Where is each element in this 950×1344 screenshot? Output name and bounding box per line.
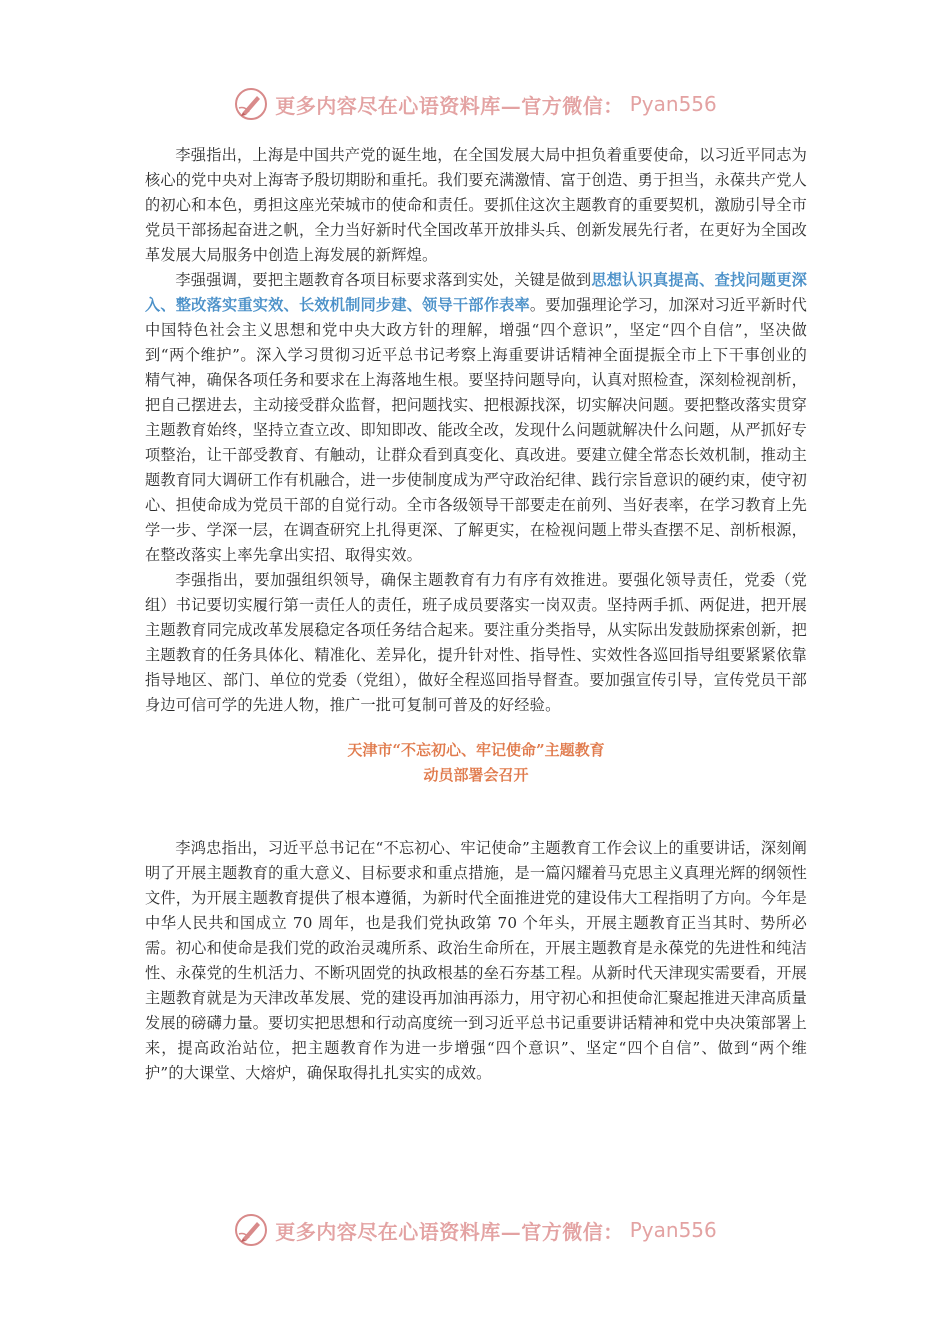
section-heading-line-2: 动员部署会召开 xyxy=(423,766,529,784)
watermark-text: 更多内容尽在心语资料库—官方微信： xyxy=(275,1219,624,1244)
paragraph-2-rest: 。要加强理论学习，加深对习近平新时代中国特色社会主义思想和党中央大政方针的理解，增强“四个意识”，坚定“四个自信”，坚决做到“两个维护”。深入学习贯彻习近平总书记考察上海重要讲话精神全面提振全市上下干事创业的精气神，确保各项任务和要求在上海落地生根。要坚持问题导向，认真对照检查，深刻检视剖析，把自己摆进去，主动接受群众监督，把问题找实、把根源找深，切实解决问题。要把整改落实贯穿主题教育始终，坚持立查立改、即知即改、能改全改，发现什么问题就解决什么问题，从严抓好专项整治，让干部受教育、有触动，让群众看到真变化、真改进。要建立健全常态长效机制，推动主题教育同大调研工作有机融合，进一步使制度成为严守政治纪律、践行宗旨意识的硬约束，使守初心、担使命成为党员干部的自觉行动。全市各级领导干部要走在前列、当好表率，在学习教育上先学一步、学深一层，在调查研究上扎得更深、了解更实，在检视问题上带头查摆不足、剖析根源，在整改落实上率先拿出实招、取得实效。 xyxy=(145,296,807,564)
watermark-id: Pyan556 xyxy=(629,92,717,116)
paragraph-3: 李强指出，要加强组织领导，确保主题教育有力有序有效推进。要强化领导责任，党委（党组）书记要切实履行第一责任人的责任，班子成员要落实一岗双责。坚持两手抓、两促进，把开展主题教育同完成改革发展稳定各项任务结合起来。要注重分类指导，从实际出发鼓励探索创新，把主题教育的任务具体化、精准化、差异化，提升针对性、指导性、实效性各巡回指导组要紧紧依靠指导地区、部门、单位的党委（党组），做好全程巡回指导督查。要加强宣传引导，宣传党员干部身边可信可学的先进人物，推广一批可复制可普及的好经验。 xyxy=(145,571,807,714)
paragraph-2-highlight: 思想认识真提高、查找问题更深入、整改落实重实效、长效机制同步建、领导干部作表率 xyxy=(145,271,807,314)
pen-circle-logo-icon xyxy=(233,86,269,122)
watermark-top xyxy=(0,84,950,124)
article-body xyxy=(145,143,807,1086)
watermark-text: 更多内容尽在心语资料库—官方微信： xyxy=(275,93,624,118)
paragraph-2 xyxy=(145,268,807,568)
paragraph-2-intro: 李强强调，要把主题教育各项目标要求落到实处，关键是做到 xyxy=(175,271,592,289)
watermark-id: Pyan556 xyxy=(629,1218,717,1242)
section-heading-line-1: 天津市“不忘初心、牢记使命”主题教育 xyxy=(347,741,605,759)
paragraph-4: 李鸿忠指出，习近平总书记在“不忘初心、牢记使命”主题教育工作会议上的重要讲话，深刻阐明了开展主题教育的重大意义、目标要求和重点措施，是一篇闪耀着马克思主义真理光辉的纲领性文件，为开展主题教育提供了根本遵循，为新时代全面推进党的建设伟大工程指明了方向。今年是中华人民共和国成立 70 周年，也是我们党执政第 70 个年头，开展主题教育正当其时、势所必需。初心和使命是我们党的政治灵魂所系、政治生命所在，开展主题教育是永葆党的先进性和纯洁性、永葆党的生机活力、不断巩固党的执政根基的垒石夯基工程。从新时代天津现实需要看，开展主题教育就是为天津改革发展、党的建设再加油再添力，用守初心和担使命汇聚起推进天津高质量发展的磅礴力量。要切实把思想和行动高度统一到习近平总书记重要讲话精神和党中央决策部署上来，提高政治站位，把主题教育作为进一步增强“四个意识”、坚定“四个自信”、做到“两个维护”的大课堂、大熔炉，确保取得扎扎实实的成效。 xyxy=(145,839,807,1082)
paragraph-1: 李强指出，上海是中国共产党的诞生地，在全国发展大局中担负着重要使命，以习近平同志为核心的党中央对上海寄予殷切期盼和重托。我们要充满激情、富于创造、勇于担当，永葆共产党人的初心和本色，勇担这座光荣城市的使命和责任。要抓住这次主题教育的重要契机，激励引导全市党员干部扬起奋进之帆，全力当好新时代全国改革开放排头兵、创新发展先行者，在更好为全国改革发展大局服务中创造上海发展的新辉煌。 xyxy=(145,146,807,264)
section-heading xyxy=(145,738,807,788)
watermark-bottom xyxy=(0,1210,950,1250)
pen-circle-logo-icon xyxy=(233,1212,269,1248)
